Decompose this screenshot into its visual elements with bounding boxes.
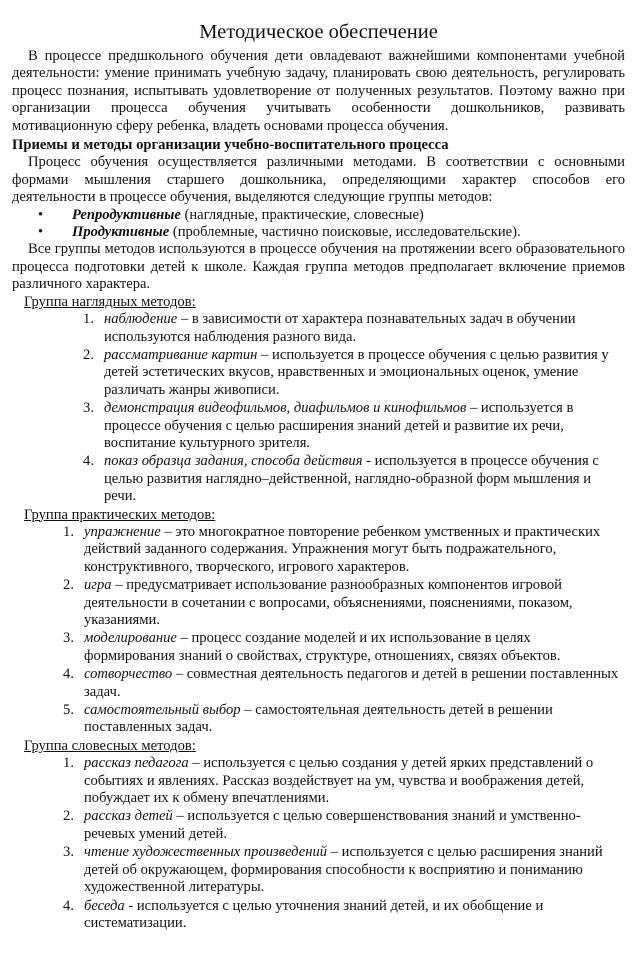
list-item [12,898,625,933]
group-title-practical: Группа практических методов: [24,506,216,523]
item-term: беседа [84,897,125,914]
item-term: рассказ педагога [84,755,189,772]
groups-paragraph: Все группы методов используются в процессе обучения на протяжении всего образовательного процесса подготовки детей к школе. Каждая группа методов предполагает включение приемов различного характера. [12,241,625,293]
methods-paragraph: Процесс обучения осуществляется различными методами. В соответствии с основными формами мышления старшего дошкольника, определяющими характер способов его деятельности в процессе обучения, выделяются следующие группы методов: [12,154,625,206]
item-number: 1. [63,755,74,772]
section-heading: Приемы и методы организации учебно-воспитательного процесса [12,137,449,154]
visual-methods-list [12,311,625,505]
item-text: – используется с целью расширения знаний детей об окружающем, формирования способности к восприятию и пониманию художественной литературы. [84,844,603,896]
practical-methods-list [12,524,625,737]
item-text: – в зависимости от характера познавательных задач в обучении используются наблюдения разного вида. [104,311,576,345]
item-text: – самостоятельная деятельность детей в решении поставленных задач. [84,702,553,736]
item-number: 4. [63,666,74,683]
item-text: – предусматривает использование разнообразных компонентов игровой деятельности в сочетании с вопросами, объяснениями, пояснениями, показом, указаниями. [84,577,573,628]
list-item [38,207,625,224]
list-item [12,666,625,701]
item-number: 1. [63,523,74,540]
intro-paragraph: В процессе предшкольного обучения дети овладевают важнейшими компонентами учебной деятельности: умение принимать учебную задачу, планировать свою деятельность, регулировать процесс познания, испытывать удовлетворение от полученных результатов. Поэтому важно при организации процесса обучения учитывать особенности дошкольников, развивать мотивационную сферу ребенка, владеть основами процесса обучения. [12,48,625,134]
list-item [12,347,625,399]
item-text: – совместная деятельность педагогов и детей в решении поставленных задач. [84,666,619,700]
list-item [12,630,625,665]
item-term: показ образца задания, способа действия [104,453,363,470]
page-title: Методическое обеспечение [199,21,438,43]
item-number: 2. [63,808,74,825]
item-text: – используется с целью создания у детей ярких представлений о событиях и явлениях. Рассказ воздействует на ум, чувства и воображения детей, побуждает их к обмену впечатлениями. [84,755,594,807]
item-text: – используется с целью совершенствования знаний и умственно-речевых умений детей. [84,808,581,842]
item-term: игра [84,577,112,594]
list-item [12,400,625,452]
bullet-marker: • [38,206,44,223]
item-number: 5. [63,702,74,719]
item-number: 1. [83,311,94,328]
list-item [12,702,625,737]
item-term: демонстрация видеофильмов, диафильмов и кинофильмов [104,400,467,417]
item-text: - используется в процессе обучения с целью развития наглядно–действенной, наглядно-образной форм мышления и речи. [104,453,599,505]
verbal-methods-list [12,755,625,932]
item-number: 3. [63,630,74,647]
item-term: чтение художественных произведений [84,844,328,861]
item-text: – используется в процессе обучения с целью развития у детей эстетических вкусов, нравственных и эмоциональных оценок, умение различать жанры живописи. [104,346,609,398]
bullet-text: (проблемные, частично поисковые, исследовательские). [169,224,521,241]
bullet-term: Репродуктивные [72,206,181,223]
item-number: 3. [63,844,74,861]
item-number: 4. [83,453,94,470]
group-title-verbal: Группа словесных методов: [24,737,196,754]
item-text: – это многократное повторение ребенком умственных и практических действий заданного содержания. Упражнения могут быть подражательного, конструктивного, творческого, игрового характеров. [84,523,601,575]
list-item [38,224,625,241]
list-item [12,844,625,896]
item-term: упражнение [84,523,161,540]
item-term: наблюдение [104,311,178,328]
item-text: – процесс создание моделей и их использование в целях формирования знаний о свойствах, структуре, отношениях, связях объектов. [84,630,561,664]
item-term: рассматривание картин [104,346,258,363]
list-item [12,311,625,346]
list-item [12,755,625,807]
list-item [12,577,625,629]
item-term: моделирование [84,630,177,647]
item-text: - используется с целью уточнения знаний детей, и их обобщение и систематизации. [84,897,544,931]
item-number: 2. [83,346,94,363]
item-number: 3. [83,400,94,417]
bullet-marker: • [38,224,44,241]
group-title-visual: Группа наглядных методов: [24,293,196,310]
item-term: сотворчество [84,666,173,683]
method-groups-list [12,207,625,242]
item-term: самостоятельный выбор [84,702,241,719]
bullet-term: Продуктивные [72,224,170,241]
item-number: 2. [63,577,74,594]
item-number: 4. [63,897,74,914]
item-text: – используется в процессе обучения с целью расширения знаний детей и развитие их речи, воспитание культурного зрителя. [104,400,574,451]
item-term: рассказ детей [84,808,173,825]
bullet-text: (наглядные, практические, словесные) [180,206,424,223]
list-item [12,808,625,843]
list-item [12,524,625,576]
list-item [12,453,625,505]
